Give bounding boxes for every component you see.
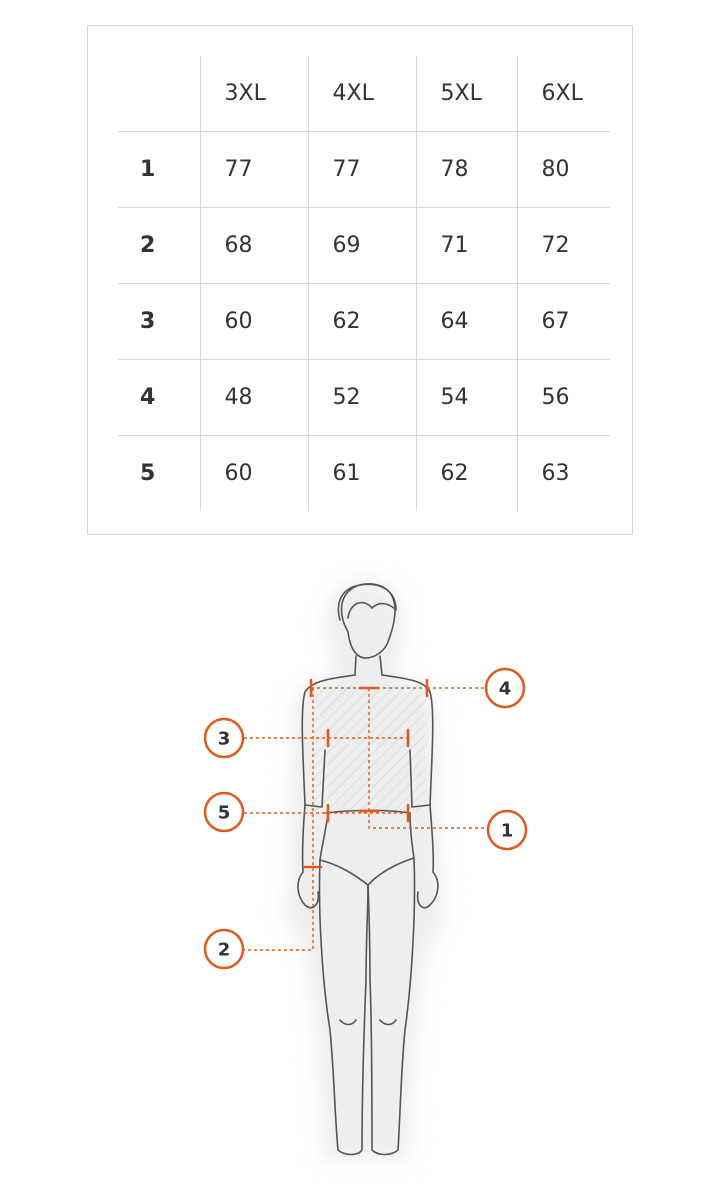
row-label: 1 [118,132,200,208]
callout-label: 3 [217,728,231,750]
callout-3 [205,719,243,757]
figure-shadow [285,580,445,1160]
callout-label: 1 [500,820,514,842]
table-cell: 77 [308,132,416,208]
body-figure-svg [0,560,726,1200]
table-row [118,132,610,208]
table-header-row [118,56,610,132]
table-cell: 52 [308,360,416,436]
table-row [118,436,610,512]
table-cell: 72 [517,208,610,284]
table-cell: 78 [416,132,517,208]
table-cell: 77 [200,132,308,208]
row-label: 5 [118,436,200,512]
table-row [118,208,610,284]
body-measurement-diagram [0,560,726,1200]
callout-label: 2 [217,939,231,961]
table-cell: 62 [416,436,517,512]
row-label: 3 [118,284,200,360]
table-cell: 68 [200,208,308,284]
table-cell: 64 [416,284,517,360]
table-cell: 69 [308,208,416,284]
column-header: 3XL [200,56,308,132]
size-table [118,56,610,511]
table-cell: 60 [200,436,308,512]
size-table-frame [87,25,633,535]
callout-2 [205,930,243,968]
shirt-area [313,685,427,813]
table-cell: 63 [517,436,610,512]
callout-1 [488,811,526,849]
table-cell: 56 [517,360,610,436]
table-cell: 67 [517,284,610,360]
table-cell: 71 [416,208,517,284]
table-cell: 60 [200,284,308,360]
table-cell: 61 [308,436,416,512]
table-corner-cell [118,56,200,132]
table-cell: 54 [416,360,517,436]
row-label: 4 [118,360,200,436]
table-cell: 80 [517,132,610,208]
column-header: 4XL [308,56,416,132]
table-cell: 62 [308,284,416,360]
row-label: 2 [118,208,200,284]
column-header: 6XL [517,56,610,132]
table-cell: 48 [200,360,308,436]
table-row [118,360,610,436]
callout-4 [486,669,524,707]
callout-5 [205,793,243,831]
callout-label: 4 [498,678,512,700]
callout-label: 5 [217,802,231,824]
column-header: 5XL [416,56,517,132]
table-row [118,284,610,360]
